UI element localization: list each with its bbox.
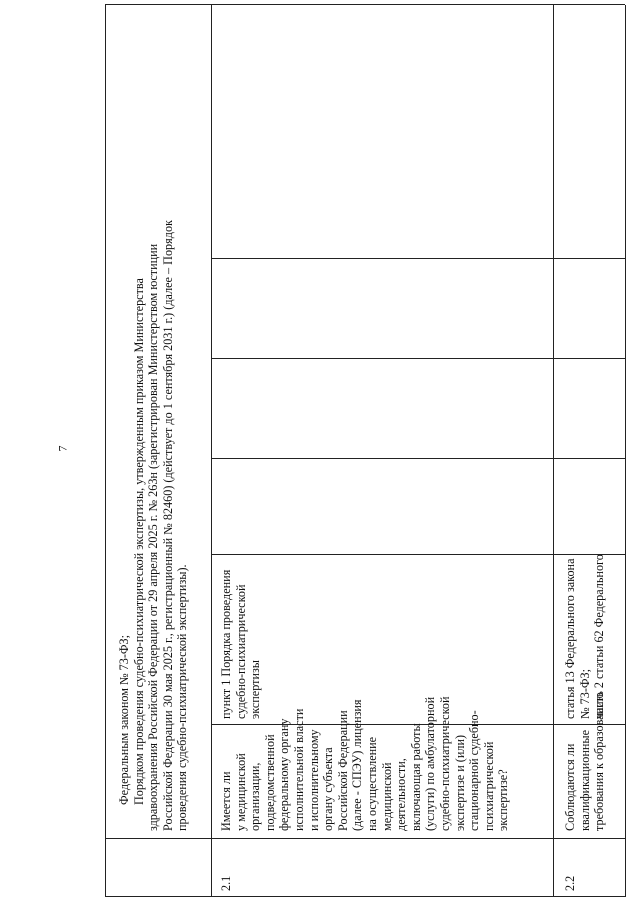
reference-line: судебно-психиатрической bbox=[233, 584, 248, 719]
question-line: деятельности, bbox=[394, 758, 409, 831]
intro-line: Порядком проведения судебно-психиатрической экспертизы, утвержденным приказом Министерства bbox=[131, 278, 146, 805]
table-rule bbox=[105, 4, 625, 5]
table-rule bbox=[211, 5, 212, 897]
question-line: организации, bbox=[248, 762, 263, 831]
table-rule bbox=[211, 258, 625, 259]
question-line: экспертизе? bbox=[496, 769, 511, 831]
question-line: медицинской bbox=[379, 762, 394, 831]
intro-line: Российской Федерации 30 мая 2025 г., регистрационный № 82460) (действует до 1 сентября 2031 г.) (далее – Порядок bbox=[160, 220, 175, 831]
table-rule bbox=[625, 5, 626, 897]
table-rule bbox=[211, 358, 625, 359]
question-line: и исполнительному bbox=[306, 729, 321, 831]
checklist-table bbox=[105, 5, 625, 897]
reference-line: № 73-ФЗ; bbox=[577, 668, 592, 719]
table-rule bbox=[211, 458, 625, 459]
question-line: федеральному органу bbox=[277, 718, 292, 831]
question-line: исполнительной власти bbox=[291, 708, 306, 831]
row-number: 2.1 bbox=[219, 875, 233, 891]
question-line: (далее - СПЭУ) лицензия bbox=[350, 699, 365, 831]
intro-line: Федеральным законом № 73-ФЗ; bbox=[117, 634, 131, 805]
legal-reference bbox=[219, 561, 263, 719]
table-rule bbox=[211, 554, 625, 555]
intro-text bbox=[117, 31, 190, 831]
table-rule bbox=[105, 5, 106, 897]
question-line: Соблюдаются ли bbox=[563, 743, 577, 831]
question-line: Российской Федерации bbox=[335, 710, 350, 831]
reference-line: экспертизы bbox=[248, 660, 263, 719]
row-number: 2.2 bbox=[563, 875, 577, 891]
question-line: органу субъекта bbox=[321, 747, 336, 831]
page-number: 7 bbox=[55, 445, 70, 452]
table-rule bbox=[105, 896, 625, 897]
reference-line: пункт 1 Порядка проведения bbox=[219, 569, 233, 719]
question-line: стационарной судебно- bbox=[467, 710, 482, 831]
intro-line: проведения судебно-психиатрической экспертизы). bbox=[175, 564, 190, 831]
question-line: на осуществление bbox=[364, 736, 379, 831]
question-line: у медицинской bbox=[233, 753, 248, 831]
reference-line: часть 2 статьи 62 Федерального bbox=[592, 554, 607, 719]
question-line: (услуги) по амбулаторной bbox=[423, 696, 438, 831]
question-line: включающая работы bbox=[408, 723, 423, 831]
question-line: квалификационные bbox=[577, 730, 592, 831]
question-line: требования к образованию bbox=[592, 692, 607, 831]
question-line: психиатрической bbox=[481, 741, 496, 831]
question-line: судебно-психиатрической bbox=[437, 696, 452, 831]
question-text bbox=[219, 696, 511, 831]
table-rule bbox=[553, 5, 554, 897]
question-line: подведомственной bbox=[262, 734, 277, 831]
question-line: экспертизе и (или) bbox=[452, 734, 467, 831]
reference-line: статья 13 Федерального закона bbox=[563, 558, 577, 719]
table-rule bbox=[105, 838, 625, 839]
legal-reference bbox=[563, 554, 607, 719]
intro-line: здравоохранения Российской Федерации от 29 апреля 2025 г. № 263н (зарегистрирован Министерством юстиции bbox=[146, 243, 161, 831]
question-line: Имеется ли bbox=[219, 771, 233, 831]
